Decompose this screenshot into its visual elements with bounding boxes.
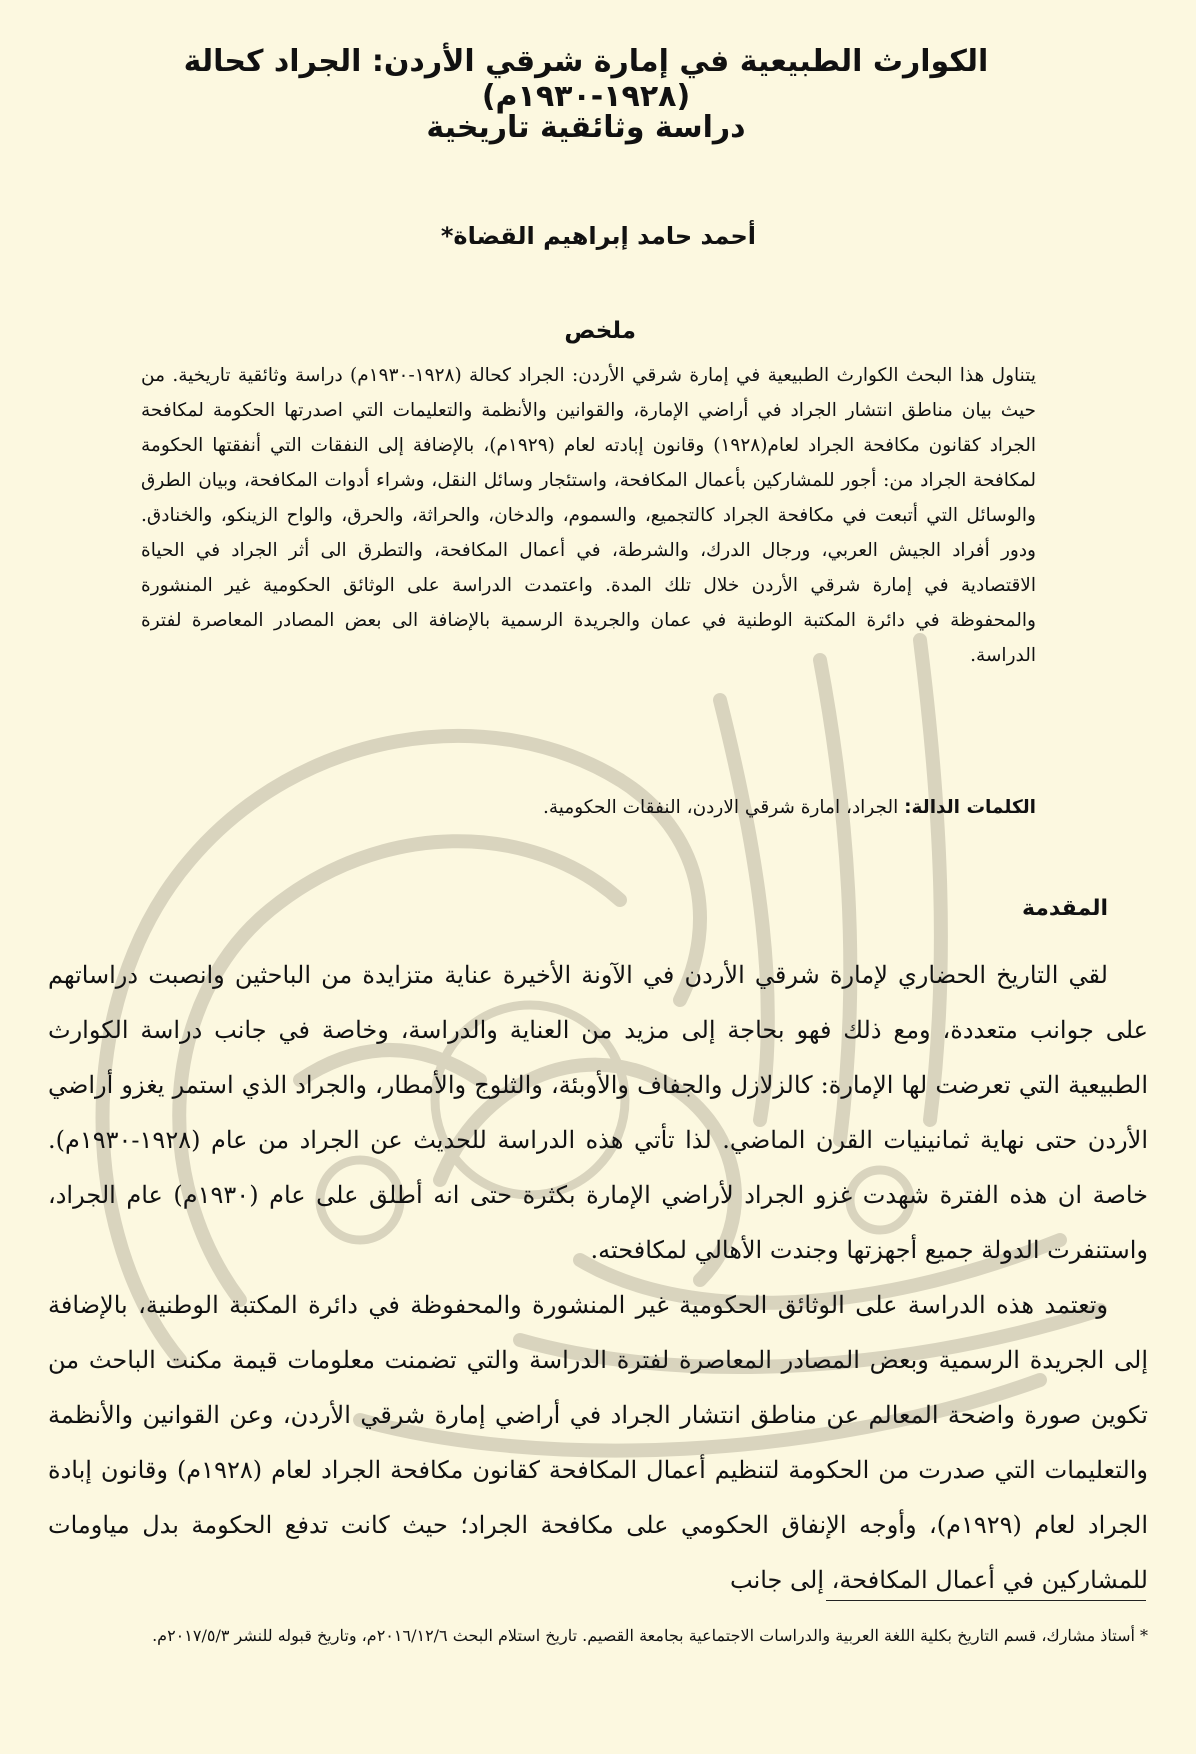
keywords-text: الجراد، امارة شرقي الاردن، النفقات الحكومية.	[542, 797, 899, 818]
abstract-heading: ملخص	[564, 318, 636, 344]
author-name: أحمد حامد إبراهيم القضاة*	[440, 222, 756, 250]
paper-title-line-1: الكوارث الطبيعية في إمارة شرقي الأردن: الجراد كحالة (١٩٢٨-١٩٣٠م)	[183, 44, 989, 114]
introduction-paragraph-1: لقي التاريخ الحضاري لإمارة شرقي الأردن في الآونة الأخيرة عناية متزايدة من الباحثين وانصبت دراساتهم على جوانب متعددة، ومع ذلك فهو بحاجة إلى مزيد من العناية والدراسة، وخاصة في جانب دراسة الكوارث الطبيعية التي تعرضت لها الإمارة: كالزلازل والجفاف والأوبئة، والثلوج والأمطار، والجراد الذي استمر يغزو أراضي الأردن حتى نهاية ثمانينيات القرن الماضي. لذا تأتي هذه الدراسة للحديث عن الجراد من عام (١٩٢٨-١٩٣٠م). خاصة ان هذه الفترة شهدت غزو الجراد لأراضي الإمارة بكثرة حتى انه أطلق على عام (١٩٣٠م) عام الجراد، واستنفرت الدولة جميع أجهزتها وجندت الأهالي لمكافحته.	[48, 961, 1148, 1264]
abstract-text: يتناول هذا البحث الكوارث الطبيعية في إمارة شرقي الأردن: الجراد كحالة (١٩٢٨-١٩٣٠م) دراسة وثائقية تاريخية. من حيث بيان مناطق انتشار الجراد في أراضي الإمارة، والقوانين والأنظمة والتعليمات التي اصدرتها الحكومة لمكافحة الجراد كقانون مكافحة الجراد لعام(١٩٢٨) وقانون إبادته لعام (١٩٢٩م)، بالإضافة إلى النفقات التي أنفقتها الحكومة لمكافحة الجراد من: أجور للمشاركين بأعمال المكافحة، واستئجار وسائل النقل، وشراء أدوات المكافحة، وبيان الطرق والوسائل التي أتبعت في مكافحة الجراد كالتجميع، والسموم، والدخان، والحراثة، والحرق، والواح الزينكو، والخنادق. ودور أفراد الجيش العربي، ورجال الدرك، والشرطة، في أعمال المكافحة، والتطرق الى أثر الجراد في الحياة الاقتصادية في إمارة شرقي الأردن خلال تلك المدة. واعتمدت الدراسة على الوثائق الحكومية غير المنشورة والمحفوظة في دائرة المكتبة الوطنية في عمان والجريدة الرسمية بالإضافة الى بعض المصادر المعاصرة لفترة الدراسة.	[141, 365, 1037, 666]
keywords	[141, 790, 1036, 825]
footnote-divider	[826, 1600, 1146, 1601]
introduction-body	[48, 948, 1148, 1608]
introduction-paragraph-2: وتعتمد هذه الدراسة على الوثائق الحكومية غير المنشورة والمحفوظة في دائرة المكتبة الوطنية، بالإضافة إلى الجريدة الرسمية وبعض المصادر المعاصرة لفترة الدراسة والتي تضمنت معلومات قيمة مكنت الباحث من تكوين صورة واضحة المعالم عن مناطق انتشار الجراد في أراضي إمارة شرقي الأردن، وعن القوانين والأنظمة والتعليمات التي صدرت من الحكومة لتنظيم أعمال المكافحة كقانون مكافحة الجراد لعام (١٩٢٨م) وقانون إبادة الجراد لعام (١٩٢٩م)، وأوجه الإنفاق الحكومي على مكافحة الجراد؛ حيث كانت تدفع الحكومة بدل مياومات للمشاركين في أعمال المكافحة، إلى جانب	[48, 1291, 1148, 1594]
introduction-heading: المقدمة	[1021, 896, 1108, 921]
paper-title-line-2: دراسة وثائقية تاريخية	[426, 110, 746, 145]
footnote: * أستاذ مشارك، قسم التاريخ بكلية اللغة العربية والدراسات الاجتماعية بجامعة القصيم. تاريخ استلام البحث ٢٠١٦/١٢/٦م، وتاريخ قبوله للنشر ٢٠١٧/٥/٣م.	[152, 1626, 1148, 1645]
keywords-label: الكلمات الدالة:	[904, 797, 1036, 818]
